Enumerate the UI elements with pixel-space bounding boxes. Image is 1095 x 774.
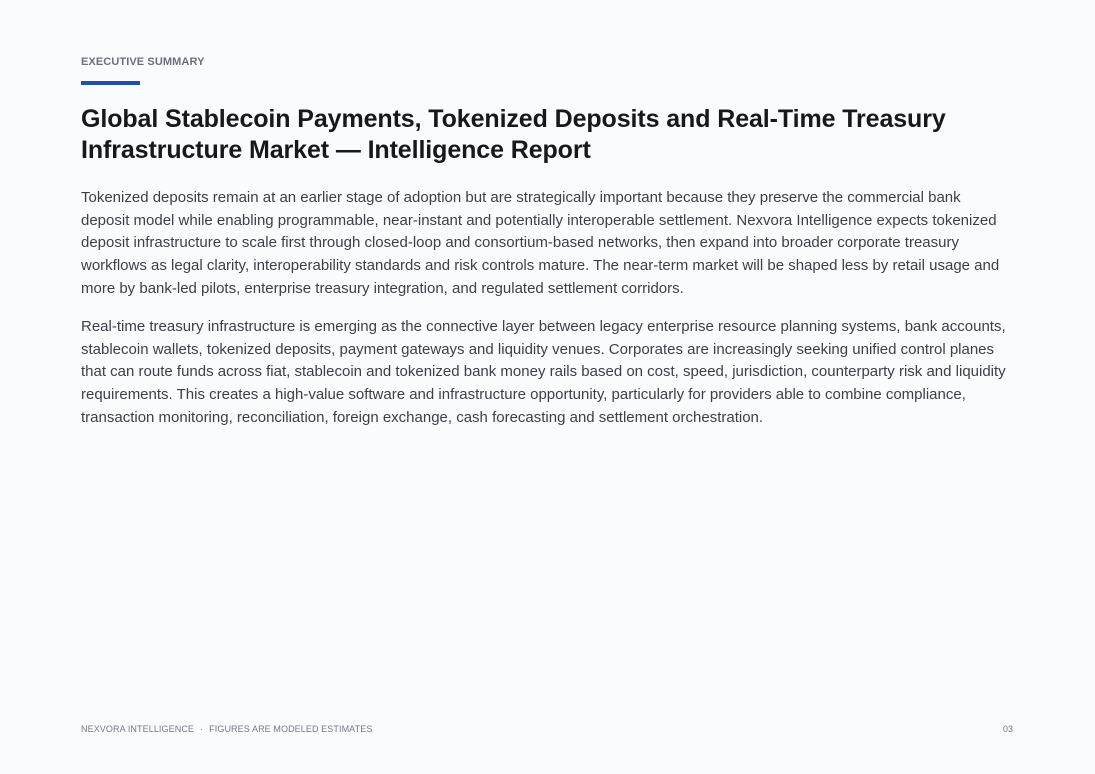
accent-rule bbox=[81, 81, 140, 85]
page-number: 03 bbox=[1002, 724, 1013, 734]
page-title bbox=[81, 104, 1011, 166]
footer-separator: · bbox=[200, 724, 204, 734]
summary-paragraph-1: Tokenized deposits remain at an earlier stage of adoption but are strategically important because they preserve the commercial bank deposit model while enabling programmable, near-instant and potentially interoperable settlement. Nexvora Intelligence expects tokenized deposit infrastructure to scale first through closed-loop and consortium-based networks, then expand into broader corporate treasury workflows as legal clarity, interoperability standards and risk controls mature. The near-term market will be shaped less by retail usage and more by bank-led pilots, enterprise treasury integration, and regulated settlement corridors. bbox=[81, 189, 1000, 297]
page-title-line-1: Global Stablecoin Payments, Tokenized Deposits and Real-Time Treasury bbox=[81, 105, 946, 133]
report-page bbox=[81, 0, 1011, 774]
summary-paragraph-2: Real-time treasury infrastructure is emerging as the connective layer between legacy enterprise resource planning systems, bank accounts, stablecoin wallets, tokenized deposits, payment gateways and liquidity venues. Corporates are increasingly seeking unified control planes that can route funds across fiat, stablecoin and tokenized bank money rails based on cost, speed, jurisdiction, counterparty risk and liquidity requirements. This creates a high-value software and infrastructure opportunity, particularly for providers able to combine compliance, transaction monitoring, reconciliation, foreign exchange, cash forecasting and settlement orchestration. bbox=[81, 318, 1006, 426]
page-title-line-2: Infrastructure Market — Intelligence Report bbox=[81, 136, 591, 164]
footer-brand: NEXVORA INTELLIGENCE bbox=[81, 724, 195, 734]
footer-disclaimer: FIGURES ARE MODELED ESTIMATES bbox=[209, 724, 373, 734]
section-label: EXECUTIVE SUMMARY bbox=[81, 56, 205, 68]
footer-note bbox=[81, 724, 372, 734]
